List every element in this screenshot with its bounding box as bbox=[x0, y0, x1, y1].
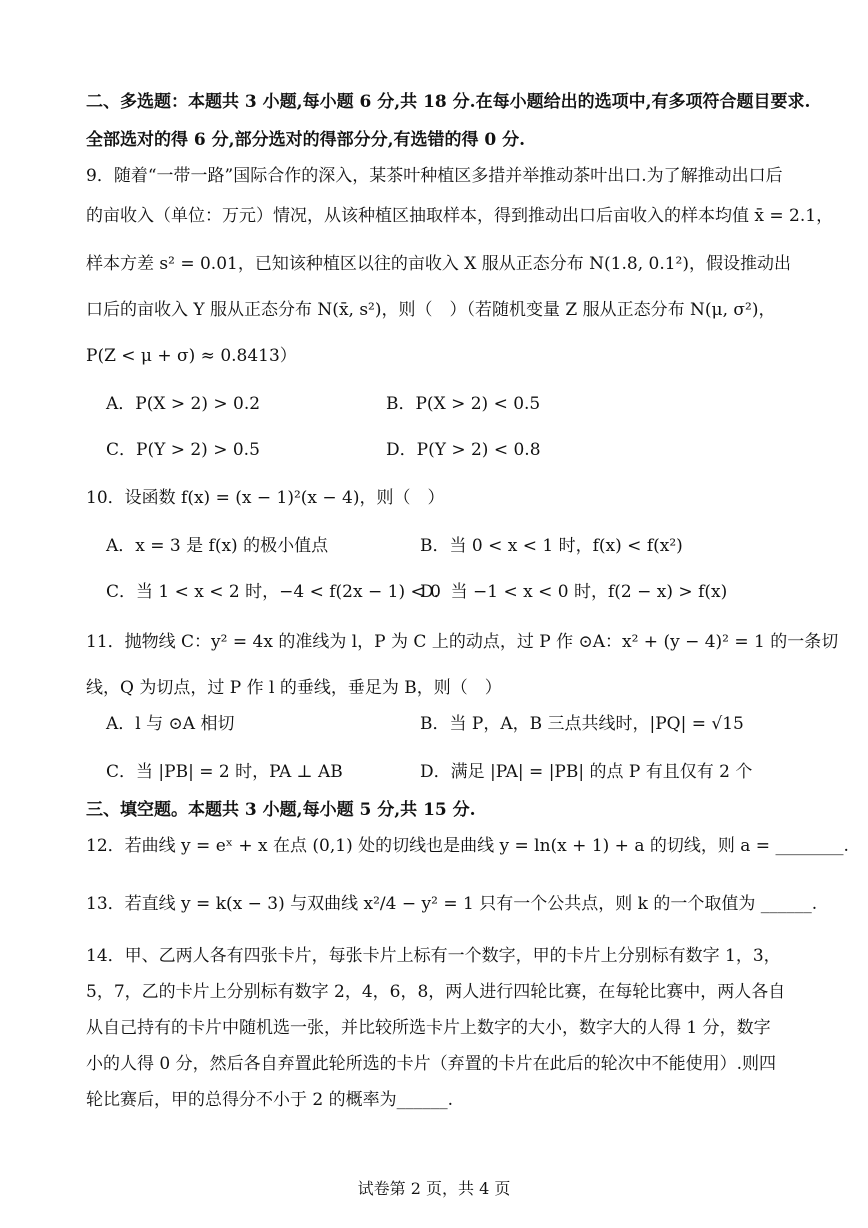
section2-header-line2: 全部选对的得 6 分,部分选对的得部分分,有选错的得 0 分. bbox=[86, 130, 526, 150]
q10-option-a: A．x = 3 是 f(x) 的极小值点 bbox=[106, 536, 329, 556]
q11-option-a: A．l 与 ⊙A 相切 bbox=[106, 714, 235, 734]
q9-option-c: C．P(Y > 2) > 0.5 bbox=[106, 440, 260, 460]
q9-line1: 9．随着“一带一路”国际合作的深入，某茶叶种植区多措并举推动茶叶出口.为了解推动出口后 bbox=[86, 166, 783, 186]
q11-option-b: B．当 P，A，B 三点共线时，|PQ| = √15 bbox=[420, 714, 744, 734]
q9-line4: 口后的亩收入 Y 服从正态分布 N(x̄, s²)，则（ ）（若随机变量 Z 服从正态分布 N(μ, σ²)， bbox=[86, 300, 776, 320]
section2-header-line1: 二、多选题：本题共 3 小题,每小题 6 分,共 18 分.在每小题给出的选项中,有多项符合题目要求. bbox=[86, 92, 811, 112]
q10-stem: 10．设函数 f(x) = (x − 1)²(x − 4)，则（ ） bbox=[86, 488, 445, 508]
q11-option-c: C．当 |PB| = 2 时，PA ⊥ AB bbox=[106, 762, 343, 782]
q9-line3: 样本方差 s² = 0.01，已知该种植区以往的亩收入 X 服从正态分布 N(1.8, 0.1²)，假设推动出 bbox=[86, 254, 791, 274]
q11-line2: 线，Q 为切点，过 P 作 l 的垂线，垂足为 B，则（ ） bbox=[86, 678, 502, 698]
q9-line5: P(Z < μ + σ) ≈ 0.8413） bbox=[86, 346, 297, 366]
q14-line3: 从自己持有的卡片中随机选一张，并比较所选卡片上数字的大小，数字大的人得 1 分，数字 bbox=[86, 1018, 771, 1038]
page-footer: 试卷第 2 页，共 4 页 bbox=[357, 1179, 511, 1198]
q11-line1: 11．抛物线 C：y² = 4x 的准线为 l，P 为 C 上的动点，过 P 作 ⊙A：x² + (y − 4)² = 1 的一条切 bbox=[86, 632, 839, 652]
question-12: 12．若曲线 y = eˣ + x 在点 (0,1) 处的切线也是曲线 y = ln(x + 1) + a 的切线，则 a = ________. bbox=[86, 836, 849, 856]
section3-header: 三、填空题。本题共 3 小题,每小题 5 分,共 15 分. bbox=[86, 800, 476, 820]
q14-line1: 14．甲、乙两人各有四张卡片，每张卡片上标有一个数字，甲的卡片上分别标有数字 1，3， bbox=[86, 946, 781, 966]
q10-option-b: B．当 0 < x < 1 时，f(x) < f(x²) bbox=[420, 536, 683, 556]
q14-line5: 轮比赛后，甲的总得分不小于 2 的概率为______. bbox=[86, 1090, 454, 1110]
q10-option-c: C．当 1 < x < 2 时，−4 < f(2x − 1) < 0 bbox=[106, 582, 441, 602]
q9-line2: 的亩收入（单位：万元）情况，从该种植区抽取样本，得到推动出口后亩收入的样本均值 x̄ = 2.1， bbox=[86, 206, 834, 226]
q14-line2: 5，7，乙的卡片上分别标有数字 2，4，6，8，两人进行四轮比赛，在每轮比赛中，两人各自 bbox=[86, 982, 786, 1002]
q9-option-b: B．P(X > 2) < 0.5 bbox=[386, 394, 541, 414]
q14-line4: 小的人得 0 分，然后各自弃置此轮所选的卡片（弃置的卡片在此后的轮次中不能使用）.则四 bbox=[86, 1054, 777, 1074]
q11-option-d: D．满足 |PA| = |PB| 的点 P 有且仅有 2 个 bbox=[420, 762, 753, 782]
q10-option-d: D．当 −1 < x < 0 时，f(2 − x) > f(x) bbox=[420, 582, 728, 602]
q9-option-d: D．P(Y > 2) < 0.8 bbox=[386, 440, 541, 460]
question-13: 13．若直线 y = k(x − 3) 与双曲线 x²/4 − y² = 1 只有一个公共点，则 k 的一个取值为 ______. bbox=[86, 894, 818, 914]
q9-option-a: A．P(X > 2) > 0.2 bbox=[106, 394, 261, 414]
